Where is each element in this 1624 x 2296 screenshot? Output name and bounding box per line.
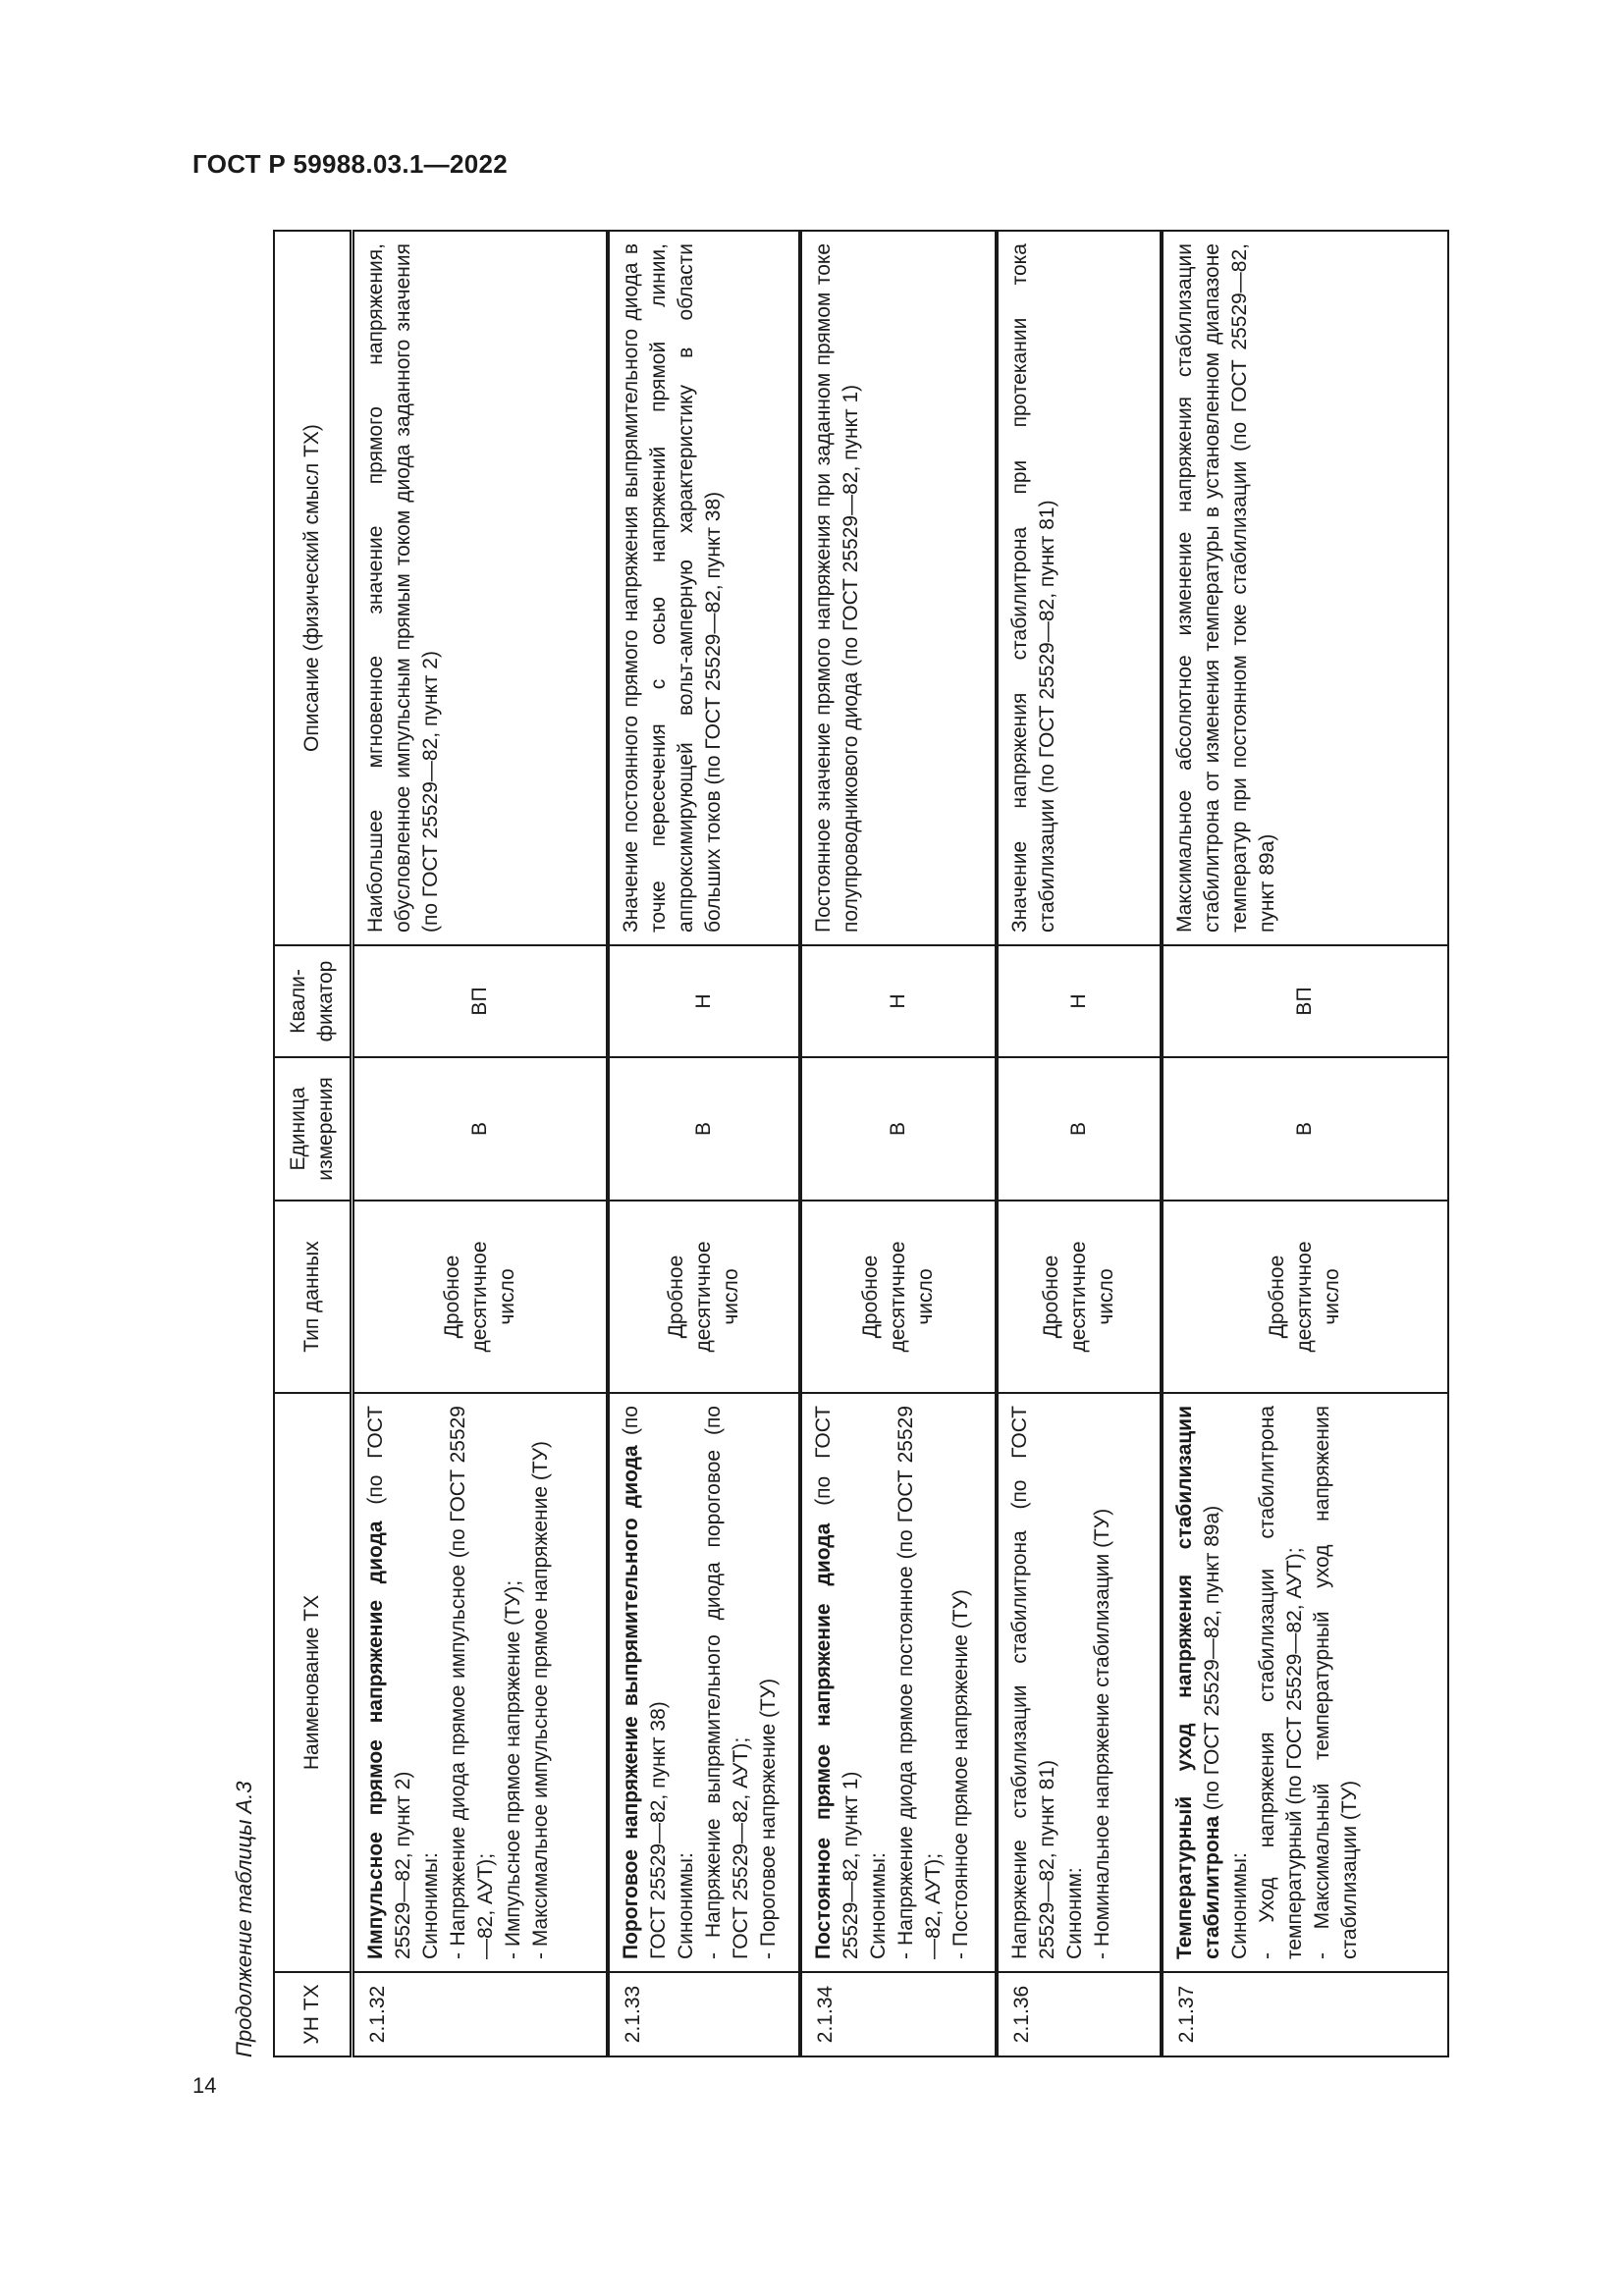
row-data-type: Дробное десятичное число	[1162, 1201, 1448, 1393]
row-synonym: - Максимальное импульсное прямое напряжение (ТУ)	[529, 1440, 552, 1959]
row-name-rest: (по ГОСТ 25529—82, пункт 89а)	[1200, 1505, 1223, 1816]
row-synonym: - Постоянное прямое напряжение (ТУ)	[948, 1589, 972, 1959]
row-synonyms-label: Синонимы:	[1227, 1852, 1251, 1959]
row-data-type: Дробное десятичное число	[997, 1201, 1162, 1393]
row-synonym: - Импульсное прямое напряжение (ТУ);	[502, 1579, 524, 1959]
row-qualifier: Н	[608, 945, 800, 1057]
col-header-name: Наименование ТХ	[274, 1393, 352, 1972]
row-name-rest: (по ГОСТ 25529—82, пункт 1)	[811, 1406, 862, 1959]
table-row	[1162, 231, 1448, 2056]
row-unit: В	[997, 1057, 1162, 1201]
table-caption: Продолжение таблицы А.3	[232, 1781, 256, 2057]
row-synonym: - Пороговое напряжение (ТУ)	[756, 1678, 780, 1959]
row-synonym: - Номинальное напряжение стабилизации (ТУ)	[1090, 1508, 1113, 1959]
row-name-rest: Напряжение стабилизации стабилитрона (по ГОСТ 25529—82, пункт 81)	[1007, 1406, 1058, 1959]
rotated-table-area	[232, 232, 1406, 2057]
row-description: Значение постоянного прямого напряжения выпрямительного диода в точке пересечения с осью напряжений прямой линии, аппроксимирующей вольт-амперную характеристику в области больших токов (по ГОСТ 25529—82, пункт 38)	[608, 231, 800, 945]
row-qualifier: Н	[800, 945, 997, 1057]
row-name	[997, 1393, 1162, 1972]
row-qualifier: ВП	[352, 945, 608, 1057]
row-name-bold: Импульсное прямое напряжение диода	[364, 1521, 387, 1959]
row-synonym: - Уход напряжения стабилизации стабилитрона температурный (по ГОСТ 25529—82, АУТ);	[1255, 1406, 1306, 1959]
row-synonym: - Напряжение диода прямое импульсное (по ГОСТ 25529—82, АУТ);	[447, 1406, 497, 1959]
row-name-rest: (по ГОСТ 25529—82, пункт 2)	[364, 1406, 414, 1959]
col-header-code: УН ТХ	[274, 1972, 352, 2056]
row-name-rest: (по ГОСТ 25529—82, пункт 38)	[619, 1406, 670, 1959]
row-unit: В	[608, 1057, 800, 1201]
document-title: ГОСТ Р 59988.03.1—2022	[192, 149, 508, 179]
table-row	[997, 231, 1162, 2056]
row-data-type: Дробное десятичное число	[800, 1201, 997, 1393]
row-unit: В	[352, 1057, 608, 1201]
row-name	[608, 1393, 800, 1972]
row-name	[800, 1393, 997, 1972]
row-name	[1162, 1393, 1448, 1972]
table-row	[800, 231, 997, 2056]
characteristics-table	[273, 230, 1449, 2057]
row-code: 2.1.36	[997, 1972, 1162, 2056]
col-header-description: Описание (физический смысл ТХ)	[274, 231, 352, 945]
col-header-type: Тип данных	[274, 1201, 352, 1393]
row-synonym: - Напряжение выпрямительного диода пороговое (по ГОСТ 25529—82, АУТ);	[701, 1406, 752, 1959]
row-description: Значение напряжения стабилитрона при протекании тока стабилизации (по ГОСТ 25529—82, пункт 81)	[997, 231, 1162, 945]
page-number: 14	[192, 2073, 217, 2098]
row-synonyms-label: Синоним:	[1062, 1867, 1086, 1959]
row-qualifier: Н	[997, 945, 1162, 1057]
row-unit: В	[800, 1057, 997, 1201]
row-qualifier: ВП	[1162, 945, 1448, 1057]
row-synonyms-label: Синонимы:	[674, 1852, 697, 1959]
row-code: 2.1.32	[352, 1972, 608, 2056]
row-description: Максимальное абсолютное изменение напряжения стабилизации стабилитрона от изменения температуры в установленном диапазоне температур при постоянном токе стабилизации (по ГОСТ 25529—82, пункт 89а)	[1162, 231, 1448, 945]
row-name	[352, 1393, 608, 1972]
row-name-bold: Пороговое напряжение выпрямительного диода	[619, 1445, 642, 1959]
table-row	[352, 231, 608, 2056]
row-data-type: Дробное десятичное число	[608, 1201, 800, 1393]
row-data-type: Дробное десятичное число	[352, 1201, 608, 1393]
row-name-bold: Температурный уход напряжения стабилизации стабилитрона	[1172, 1406, 1223, 1959]
row-code: 2.1.33	[608, 1972, 800, 2056]
row-synonym: - Максимальный температурный уход напряжения стабилизации (ТУ)	[1310, 1406, 1361, 1959]
row-description: Постоянное значение прямого напряжения при заданном прямом токе полупроводникового диода (по ГОСТ 25529—82, пункт 1)	[800, 231, 997, 945]
row-description: Наибольшее мгновенное значение прямого напряжения, обусловленное импульсным прямым током диода заданного значения (по ГОСТ 25529—82, пункт 2)	[352, 231, 608, 945]
col-header-unit: Единица измерения	[274, 1057, 352, 1201]
row-name-bold: Постоянное прямое напряжение диода	[811, 1522, 835, 1959]
row-code: 2.1.34	[800, 1972, 997, 2056]
row-synonyms-label: Синонимы:	[866, 1852, 890, 1959]
table-row	[608, 231, 800, 2056]
row-unit: В	[1162, 1057, 1448, 1201]
table-header-row	[274, 231, 352, 2056]
col-header-qualifier: Квали- фикатор	[274, 945, 352, 1057]
row-code: 2.1.37	[1162, 1972, 1448, 2056]
row-synonyms-label: Синонимы:	[419, 1852, 442, 1959]
row-synonym: - Напряжение диода прямое постоянное (по ГОСТ 25529—82, АУТ);	[893, 1406, 945, 1959]
